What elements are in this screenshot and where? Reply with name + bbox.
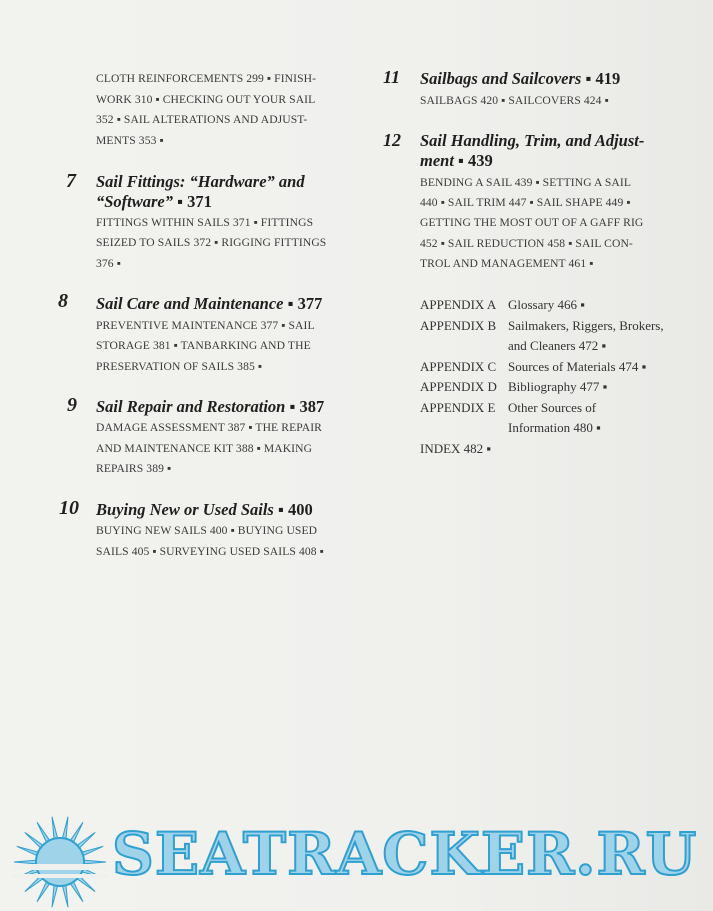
chapter-title: Sail Care and Maintenance ▪ 377 bbox=[96, 294, 323, 313]
chapter-subtopics: TROL AND MANAGEMENT 461 ▪ bbox=[420, 257, 594, 270]
chapter-number: 7 bbox=[66, 170, 76, 192]
toc-continuation-line: 352 ▪ SAIL ALTERATIONS AND ADJUST- bbox=[96, 113, 308, 126]
appendix-label: APPENDIX A bbox=[420, 297, 497, 312]
chapter-title: “Software” ▪ 371 bbox=[96, 192, 212, 211]
chapter-page: 419 bbox=[595, 69, 621, 88]
chapter-subtopics: FITTINGS WITHIN SAILS 371 ▪ FITTINGS bbox=[96, 216, 314, 229]
appendix-title: Glossary 466 ▪ bbox=[508, 297, 585, 312]
chapter-page: 387 bbox=[299, 397, 325, 416]
toc-continuation-line: WORK 310 ▪ CHECKING OUT YOUR SAIL bbox=[96, 93, 316, 106]
chapter-subtopics: STORAGE 381 ▪ TANBARKING AND THE bbox=[96, 339, 311, 352]
chapter-subtopics: AND MAINTENANCE KIT 388 ▪ MAKING bbox=[96, 442, 313, 455]
chapter-subtopics: DAMAGE ASSESSMENT 387 ▪ THE REPAIR bbox=[96, 421, 323, 434]
sunburst-ray bbox=[82, 860, 106, 864]
chapter-title-line: Sail Care and Maintenance bbox=[96, 294, 284, 313]
chapter-title: Sail Handling, Trim, and Adjust- bbox=[420, 131, 645, 150]
chapter-subtopics: PREVENTIVE MAINTENANCE 377 ▪ SAIL bbox=[96, 319, 315, 332]
chapter-title: Buying New or Used Sails ▪ 400 bbox=[96, 500, 313, 519]
appendix-title: Other Sources of bbox=[508, 400, 597, 415]
appendix-title: Information 480 ▪ bbox=[508, 420, 601, 435]
appendix-label: APPENDIX C bbox=[420, 359, 497, 374]
chapter-title-line: Buying New or Used Sails bbox=[96, 500, 274, 519]
chapter-title-line: ment bbox=[420, 151, 454, 170]
chapter-title: Sail Fittings: “Hardware” and bbox=[96, 172, 305, 191]
chapter-subtopics: 376 ▪ bbox=[96, 257, 121, 270]
sunburst-logo-icon bbox=[12, 817, 108, 908]
chapter-title-line: Sailbags and Sailcovers bbox=[420, 69, 582, 88]
chapter-subtopics: SEIZED TO SAILS 372 ▪ RIGGING FITTINGS bbox=[96, 236, 327, 249]
chapter-title-line: Sail Repair and Restoration bbox=[96, 397, 286, 416]
chapter-page: 377 bbox=[297, 294, 323, 313]
toc-continuation-line: MENTS 353 ▪ bbox=[96, 134, 164, 147]
chapter-subtopics: SAILS 405 ▪ SURVEYING USED SAILS 408 ▪ bbox=[96, 545, 324, 558]
chapter-subtopics: PRESERVATION OF SAILS 385 ▪ bbox=[96, 360, 263, 373]
appendix-title: Bibliography 477 ▪ bbox=[508, 379, 608, 394]
chapter-number: 8 bbox=[58, 290, 68, 312]
chapter-subtopics: REPAIRS 389 ▪ bbox=[96, 462, 172, 475]
toc-continuation-line: CLOTH REINFORCEMENTS 299 ▪ FINISH- bbox=[96, 72, 317, 85]
appendix-label: APPENDIX D bbox=[420, 379, 497, 394]
chapter-title-line: “Software” bbox=[96, 192, 174, 211]
appendix-title: Sources of Materials 474 ▪ bbox=[508, 359, 647, 374]
chapter-number: 11 bbox=[383, 67, 401, 87]
chapter-subtopics: GETTING THE MOST OUT OF A GAFF RIG bbox=[420, 216, 644, 229]
appendix-label: APPENDIX E bbox=[420, 400, 496, 415]
chapter-subtopics: 440 ▪ SAIL TRIM 447 ▪ SAIL SHAPE 449 ▪ bbox=[420, 196, 631, 209]
appendix-label: APPENDIX B bbox=[420, 318, 497, 333]
chapter-number: 10 bbox=[59, 497, 79, 519]
appendix-title: and Cleaners 472 ▪ bbox=[508, 338, 607, 353]
sunburst-ray bbox=[14, 860, 38, 864]
chapter-number: 9 bbox=[67, 394, 77, 416]
chapter-title: Sailbags and Sailcovers ▪ 419 bbox=[420, 69, 621, 88]
chapter-subtopics: BENDING A SAIL 439 ▪ SETTING A SAIL bbox=[420, 176, 632, 189]
chapter-title: ment ▪ 439 bbox=[420, 151, 493, 170]
chapter-title: Sail Repair and Restoration ▪ 387 bbox=[96, 397, 325, 416]
chapter-subtopics: BUYING NEW SAILS 400 ▪ BUYING USED bbox=[96, 524, 318, 537]
appendix-title: Sailmakers, Riggers, Brokers, bbox=[508, 318, 664, 333]
chapter-number: 12 bbox=[383, 130, 401, 150]
watermark-text: SEATRACKER.RU bbox=[112, 820, 698, 888]
chapter-page: 371 bbox=[187, 192, 212, 211]
chapter-page: 439 bbox=[468, 151, 493, 170]
chapter-subtopics: SAILBAGS 420 ▪ SAILCOVERS 424 ▪ bbox=[420, 94, 609, 107]
chapter-subtopics: 452 ▪ SAIL REDUCTION 458 ▪ SAIL CON- bbox=[420, 237, 633, 250]
chapter-page: 400 bbox=[287, 500, 313, 519]
index-entry: INDEX 482 ▪ bbox=[420, 441, 492, 456]
